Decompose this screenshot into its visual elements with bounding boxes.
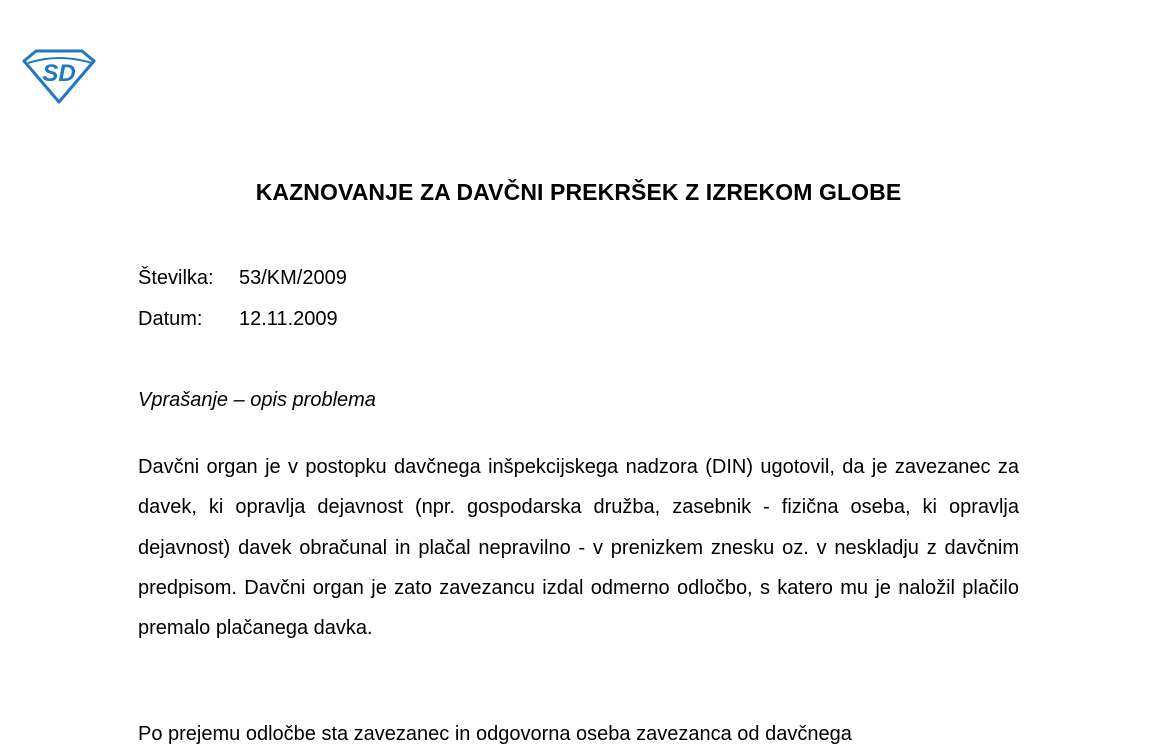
company-logo bbox=[22, 49, 96, 104]
document-date-label: Datum: bbox=[138, 308, 203, 330]
body-paragraph: Po prejemu odločbe sta zavezanec in odgovorna oseba zavezanca od davčnega bbox=[138, 723, 852, 745]
document-date-value: 12.11.2009 bbox=[239, 308, 338, 330]
document-number-value: 53/KM/2009 bbox=[239, 267, 347, 289]
document-title: KAZNOVANJE ZA DAVČNI PREKRŠEK Z IZREKOM GLOBE bbox=[255, 179, 902, 205]
section-heading: Vprašanje – opis problema bbox=[138, 389, 376, 411]
svg-text:SD: SD bbox=[42, 60, 76, 87]
body-paragraph: Davčni organ je v postopku davčnega inšpekcijskega nadzora (DIN) ugotovil, da je zavezanec za davek, ki opravlja dejavnost (npr. gospodarska družba, zasebnik - fizična oseba, ki opravlja dejavnost) davek obračunal in plačal nepravilno - v prenizkem znesku oz. v neskladju z davčnim predpisom. Davčni organ je zato zavezancu izdal odmerno odločbo, s katero mu je naložil plačilo premalo plačanega davka. bbox=[138, 456, 1019, 640]
document-number-row bbox=[138, 267, 347, 290]
document-date-row bbox=[138, 308, 338, 331]
document-number-label: Številka: bbox=[138, 267, 214, 289]
